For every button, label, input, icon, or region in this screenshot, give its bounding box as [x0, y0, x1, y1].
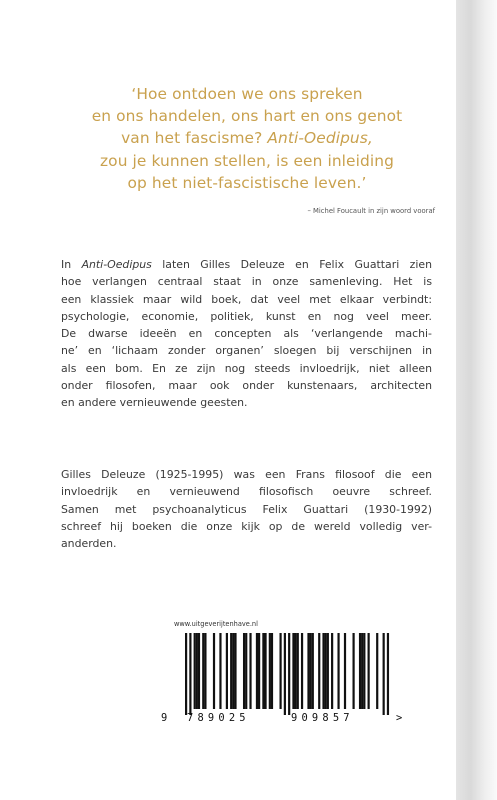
barcode-bar [198, 633, 200, 709]
barcode-bar [232, 633, 234, 709]
quote-attribution: – Michel Foucault in zijn woord vooraf [307, 207, 435, 215]
bio-line-2: invloedrijk en vernieuwend filosofisch oeuvre schreef. [61, 485, 432, 499]
quote-line-2: en ons handelen, ons hart en ons genot [91, 107, 403, 126]
bio-line-3: Samen met psychoanalyticus Felix Guattari (1930-1992) [61, 502, 432, 516]
barcode-bar [256, 633, 258, 709]
barcode-bar [258, 633, 260, 709]
bio-line-5: anderden. [61, 537, 117, 551]
description-paragraph [61, 256, 432, 412]
description-line-7: als een bom. En ze zijn nog steeds invloedrijk, niet alleen [61, 361, 432, 375]
barcode-guard-bar [383, 633, 385, 715]
barcode-bar [363, 633, 365, 709]
quote-line-3 [62, 127, 432, 149]
barcode-bar [312, 633, 314, 709]
cover-quote [62, 83, 432, 194]
barcode-bar [213, 633, 215, 709]
barcode-bar [249, 633, 251, 709]
barcode-guard-bar [288, 633, 290, 715]
barcode-guard-bar [387, 633, 389, 715]
description-line-8: onder filosofen, maar ook onder kunstenaars, architecten [61, 379, 432, 393]
page-edge-shade [456, 0, 497, 800]
barcode-bar [325, 633, 327, 709]
quote-line-5: op het niet-fascistische leven.’ [127, 173, 367, 192]
barcode-bar [234, 633, 236, 709]
barcode-bar [307, 633, 309, 709]
barcode-bar [264, 633, 266, 709]
description-line-1-rest: laten Gilles Deleuze en Felix Guattari zien [162, 258, 432, 271]
description-line-4: psychologie, economie, politiek, kunst en nog veel meer. [61, 309, 432, 323]
description-line-2: hoe verlangen centraal staat in onze samenleving. Het is [61, 275, 432, 289]
barcode-bar [262, 633, 264, 709]
barcode-guard-bar [189, 633, 191, 715]
barcode-bar [361, 633, 363, 709]
barcode-bar [202, 633, 204, 709]
barcode-bar [359, 633, 361, 709]
isbn-first-digit: 9 [161, 712, 168, 724]
isbn-barcode [173, 633, 401, 715]
barcode-bar [226, 633, 228, 709]
barcode-bar [219, 633, 221, 709]
bio-line-4: schreef hij boeken die onze kijk op de wereld volledig ver- [61, 519, 432, 533]
isbn-left-group: 789025 [187, 712, 250, 724]
barcode-bar [376, 633, 378, 709]
description-line-1 [61, 256, 432, 273]
description-book-title: Anti-Oedipus [81, 258, 152, 271]
barcode-bar [271, 633, 273, 709]
barcode-bar [243, 633, 245, 709]
quote-line-4: zou je kunnen stellen, is een inleiding [100, 151, 394, 170]
barcode-quiet-zone-marker: > [396, 712, 403, 724]
barcode-bar [279, 633, 281, 709]
quote-book-title: Anti-Oedipus, [267, 129, 373, 148]
barcode-bar [368, 633, 370, 709]
description-line-5: De dwarse ideeën en concepten als ‘verlangende machi- [61, 327, 432, 341]
description-lead: In [61, 258, 72, 271]
publisher-website: www.uitgeverijtenhave.nl [174, 620, 258, 628]
description-line-9: en andere vernieuwende geesten. [61, 396, 248, 410]
barcode-bar [204, 633, 206, 709]
barcode-bar [245, 633, 247, 709]
quote-line-1: ‘Hoe ontdoen we ons spreken [131, 85, 363, 103]
barcode-bar [310, 633, 312, 709]
barcode-bar [301, 633, 303, 709]
barcode-bar [322, 633, 324, 709]
quote-line-3-text: van het fascisme? [121, 129, 263, 148]
barcode-guard-bar [284, 633, 286, 715]
description-line-6: ne’ en ‘lichaam zonder organen’ sloegen bij verschijnen in [61, 344, 432, 358]
isbn-digits [158, 712, 408, 726]
barcode-bar [331, 633, 333, 709]
barcode-bar [352, 633, 354, 709]
barcode-bar [194, 633, 196, 709]
barcode-bar [344, 633, 346, 709]
description-line-3: een klassiek maar wild boek, dat veel met elkaar verbindt: [61, 292, 432, 306]
barcode-bar [295, 633, 297, 709]
isbn-right-group: 909857 [291, 712, 354, 724]
author-bio-paragraph [61, 466, 432, 552]
bio-line-1: Gilles Deleuze (1925-1995) was een Frans filosoof die een [61, 468, 432, 481]
barcode-bar [269, 633, 271, 709]
barcode-bar [230, 633, 232, 709]
barcode-bar [337, 633, 339, 709]
barcode-guard-bar [185, 633, 187, 715]
barcode-bar [292, 633, 294, 709]
barcode-bar [318, 633, 320, 709]
barcode-bar [327, 633, 329, 709]
barcode-bar [297, 633, 299, 709]
barcode-bar [196, 633, 198, 709]
